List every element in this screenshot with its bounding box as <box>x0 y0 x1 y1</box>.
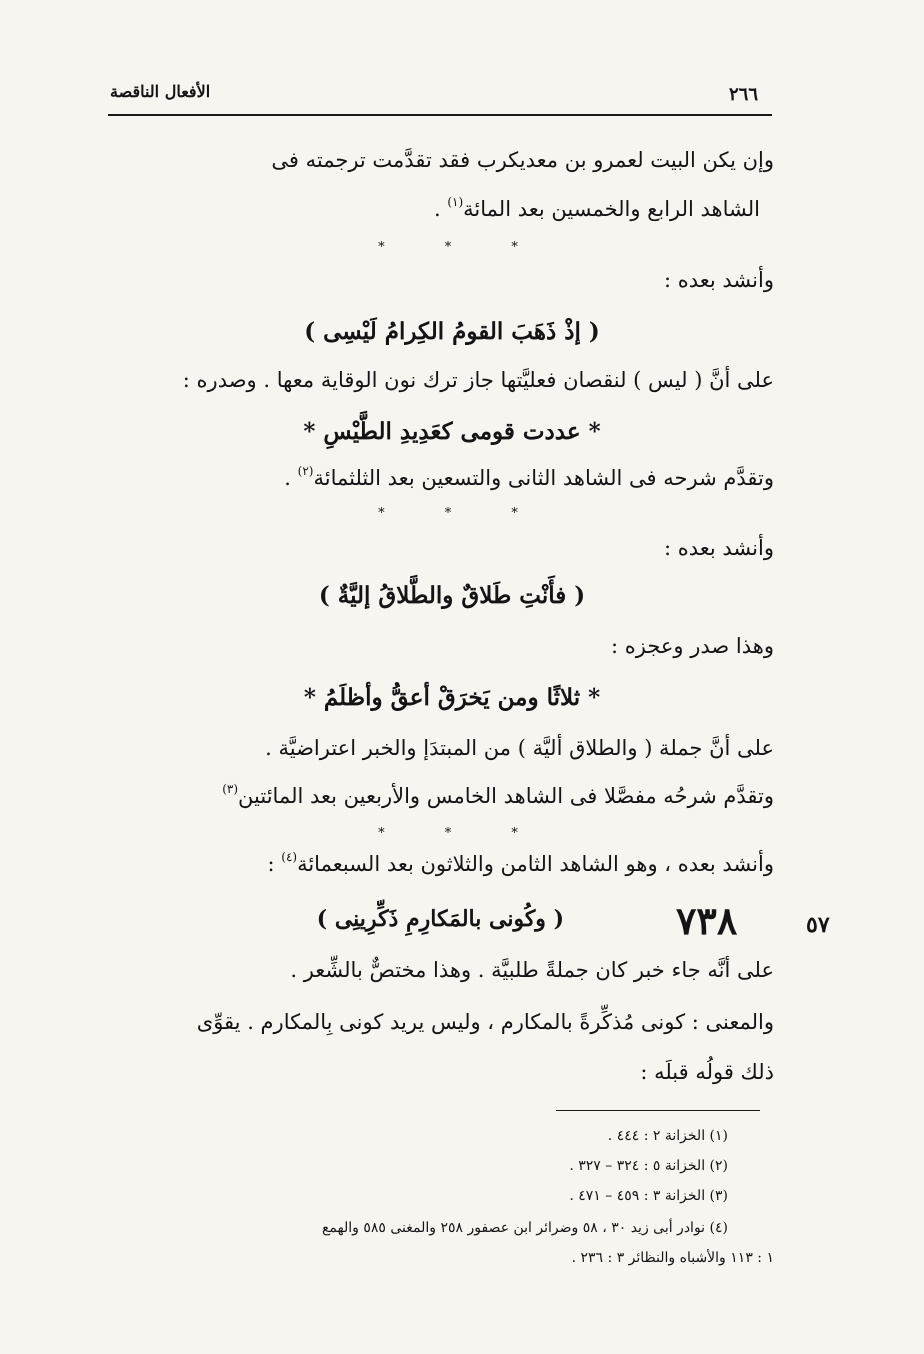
body-line-11: على أنَّه جاء خبر كان جملةً طلبيَّة . وهذا مختصٌّ بالشِّعر . <box>290 958 774 982</box>
body-line-2-end: . <box>433 197 441 221</box>
body-line-2 <box>434 197 760 221</box>
section-separator-2: * * * <box>378 506 546 521</box>
body-line-13: ذلك قولُه قبلَه : <box>640 1060 774 1084</box>
body-line-9 <box>222 784 774 808</box>
footnote-4-line-1: (٤) نوادر أبى زيد ٣٠ ، ٥٨ وضرائر ابن عصفور ٢٥٨ والمغنى ٥٨٥ والهمع <box>321 1220 728 1236</box>
body-line-7: وهذا صدر وعجزه : <box>611 634 774 658</box>
footnote-ref-1: (١) <box>447 195 464 209</box>
body-line-10-end: : <box>267 852 275 876</box>
verse-4: * ثلاثًا ومن يَخرَقْ أعقُّ وأظلَمُ * <box>303 684 601 711</box>
body-line-10 <box>267 852 774 876</box>
footnote-ref-2: (٢) <box>297 464 314 478</box>
body-line-1: وإن يكن البيت لعمرو بن معديكرب فقد تقدَّمت ترجمته فى <box>271 148 774 172</box>
body-line-9-text: وتقدَّم شرحُه مفصَّلا فى الشاهد الخامس والأربعين بعد المائتين <box>238 784 774 808</box>
verse-5: ( وكُونى بالمَكارِمِ ذَكِّرِينِى ) <box>316 906 564 932</box>
entry-number: ٧٣٨ <box>676 898 738 943</box>
body-line-3: وأنشد بعده : <box>663 268 774 292</box>
body-line-12: والمعنى : كونى مُذكِّرةً بالمكارم ، وليس يريد كونى بِالمكارم . يقوِّى <box>196 1010 774 1034</box>
section-separator-1: * * * <box>378 240 546 255</box>
body-line-5-text: وتقدَّم شرحه فى الشاهد الثانى والتسعين بعد الثلثمائة <box>313 466 774 490</box>
body-line-4: على أنَّ ( ليس ) لنقصان فعليَّتها جاز ترك نون الوقاية معها . وصدره : <box>182 368 774 392</box>
page-header <box>108 78 772 116</box>
verse-3: ( فأَنْتِ طَلاقٌ والطَّلاقُ إليَّةٌ ) <box>318 582 586 609</box>
footnote-ref-4: (٤) <box>281 850 298 864</box>
verse-1: ( إذْ ذَهَبَ القومُ الكِرامُ لَيْسِى ) <box>304 318 600 345</box>
footnote-divider <box>556 1110 760 1111</box>
body-line-5-end: . <box>284 466 291 490</box>
body-line-10-text: وأنشد بعده ، وهو الشاهد الثامن والثلاثون بعد السبعمائة <box>297 852 774 876</box>
body-line-6: وأنشد بعده : <box>663 536 774 560</box>
footnote-2: (٢) الخزانة ٥ : ٣٢٤ – ٣٢٧ . <box>569 1158 728 1174</box>
body-line-8: على أنَّ جملة ( والطلاق أليَّة ) من المبتدَإ والخبر اعتراضيَّة . <box>265 736 774 760</box>
footnote-1: (١) الخزانة ٢ : ٤٤٤ . <box>607 1128 728 1144</box>
verse-2: * عددت قومى كعَدِيدِ الطَّيْسِ * <box>303 418 601 445</box>
margin-number: ٥٧ <box>806 912 830 938</box>
body-line-2-text: الشاهد الرابع والخمسين بعد المائة <box>463 197 760 221</box>
footnote-ref-3: (٣) <box>222 782 239 796</box>
footnote-3: (٣) الخزانة ٣ : ٤٥٩ – ٤٧١ . <box>569 1188 728 1204</box>
running-title: الأفعال الناقصة <box>110 82 211 101</box>
section-separator-3: * * * <box>378 826 546 841</box>
page-number: ٢٦٦ <box>728 84 758 105</box>
footnote-4-line-2: ١ : ١١٣ والأشباه والنظائر ٣ : ٢٣٦ . <box>571 1250 774 1266</box>
body-line-5 <box>284 466 774 490</box>
